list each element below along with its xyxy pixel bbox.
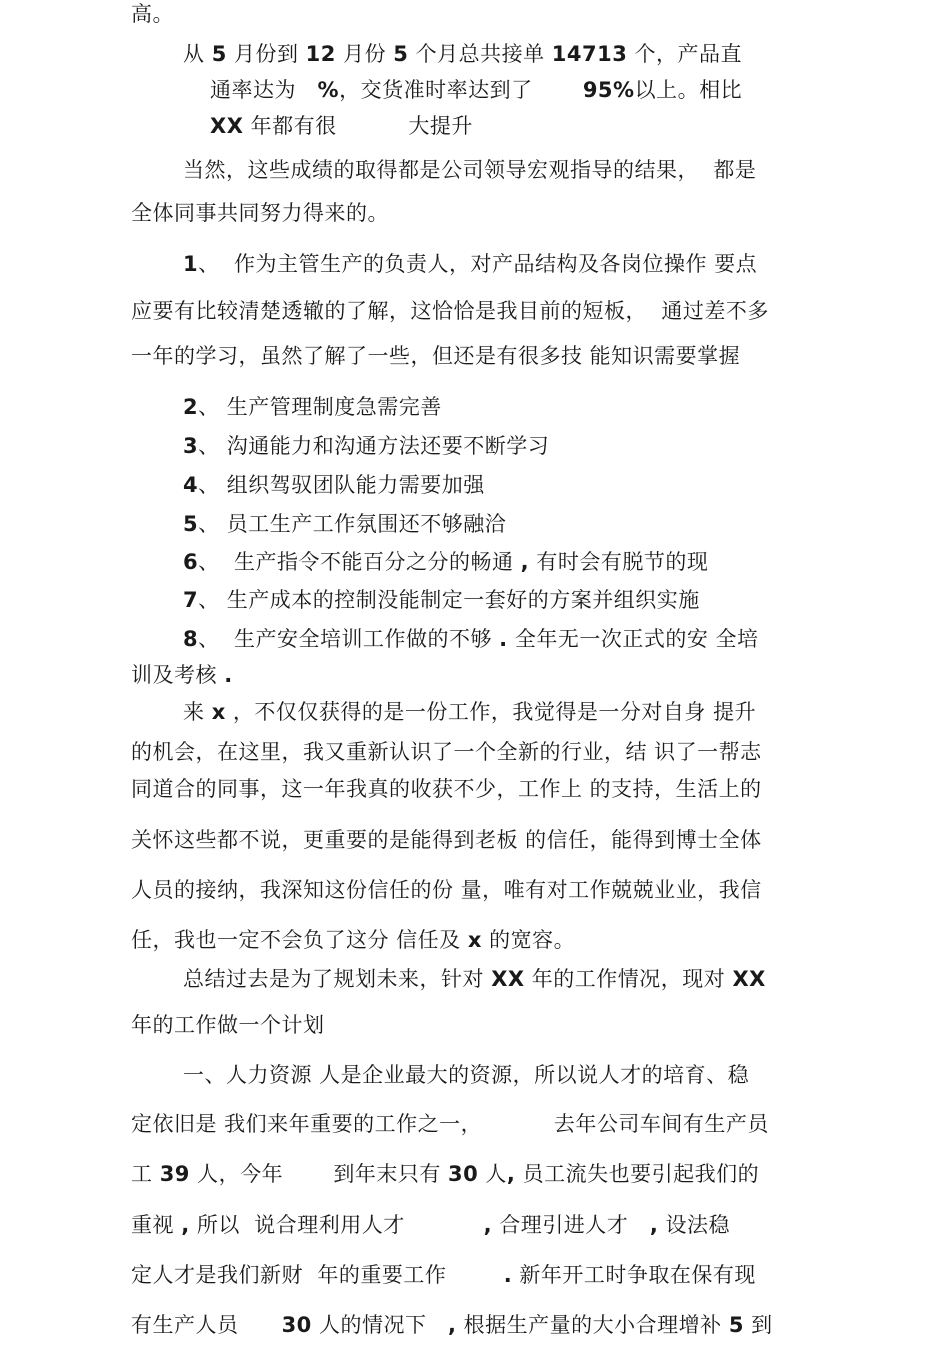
bold-text-segment: , <box>506 1162 516 1186</box>
bold-text-segment: 30 <box>281 1313 312 1337</box>
text-segment: 全体同事共同努力得来的。 <box>131 201 389 225</box>
text-segment: 应要有比较清楚透辙的了解，这恰恰是我目前的短板， 通过差不多 <box>131 299 769 323</box>
text-segment: 所以 说合理利用人才 <box>189 1213 484 1237</box>
text-line <box>131 199 389 227</box>
text-segment: 、 作为主管生产的负责人，对产品结构及各岗位操作 要点 <box>198 252 758 276</box>
text-segment: 的机会，在这里，我又重新认识了一个全新的行业，结 识了一帮志 <box>131 740 762 764</box>
text-line <box>131 661 233 689</box>
text-segment: 同道合的同事，这一年我真的收获不少，工作上 的支持，生活上的 <box>131 777 762 801</box>
text-segment: 工 <box>131 1162 160 1186</box>
text-line <box>131 1011 325 1039</box>
bold-text-segment: 12 <box>305 42 336 66</box>
text-line <box>183 250 757 278</box>
text-segment: 员工流失也要引起我们的 <box>515 1162 760 1186</box>
text-segment: 年的工作做一个计划 <box>131 1013 325 1037</box>
bold-text-segment: 2 <box>183 395 199 419</box>
bold-text-segment: 7 <box>183 588 199 612</box>
bold-text-segment: 5 <box>211 42 227 66</box>
bold-text-segment: 5 <box>728 1313 744 1337</box>
text-line <box>183 510 506 538</box>
text-segment: 新年开工时争取在保有现 <box>512 1263 756 1287</box>
text-line <box>131 1160 759 1188</box>
text-segment: 人，今年 到年末只有 <box>189 1162 448 1186</box>
bold-text-segment: 5 <box>393 42 409 66</box>
bold-text-segment: 3 <box>183 434 199 458</box>
bold-text-segment: , <box>448 1313 457 1337</box>
text-segment: 、 生产成本的控制没能制定一套好的方案并组织实施 <box>198 588 700 612</box>
bold-text-segment: XX <box>210 114 244 138</box>
text-segment: 、 生产指令不能百分之分的畅通 <box>198 550 521 574</box>
bold-text-segment: 30 <box>448 1162 479 1186</box>
text-line <box>131 876 762 904</box>
bold-text-segment: , <box>181 1213 190 1237</box>
text-line <box>183 548 708 576</box>
text-line <box>131 738 762 766</box>
text-segment: 、 员工生产工作氛围还不够融洽 <box>198 512 507 536</box>
text-line <box>131 826 762 854</box>
text-segment: 、 组织驾驭团队能力需要加强 <box>198 473 485 497</box>
text-segment: 以上。相比 <box>634 78 743 102</box>
text-line <box>131 775 762 803</box>
text-segment: 到 <box>743 1313 773 1337</box>
text-line <box>210 112 473 140</box>
text-line <box>131 926 575 954</box>
text-line <box>183 40 742 68</box>
text-segment: 任，我也一定不会负了这分 信任及 <box>131 928 468 952</box>
text-segment: 训及考核 <box>131 663 225 687</box>
bold-text-segment: , <box>649 1213 659 1237</box>
text-segment: 月份 <box>335 42 394 66</box>
text-line <box>131 1110 769 1138</box>
bold-text-segment: . <box>503 1263 513 1287</box>
bold-text-segment: 6 <box>183 550 199 574</box>
text-line <box>183 965 766 993</box>
text-segment: 一、人力资源 人是企业最大的资源，所以说人才的培育、稳 <box>183 1063 750 1087</box>
text-segment: 来 <box>183 700 212 724</box>
text-segment: 人的情况下 <box>311 1313 448 1337</box>
text-line <box>131 1261 756 1289</box>
text-line <box>131 1311 773 1339</box>
text-segment: 一年的学习，虽然了解了一些，但还是有很多技 能知识需要掌握 <box>131 344 741 368</box>
text-segment: 当然，这些成绩的取得都是公司领导宏观指导的结果， 都是 <box>183 158 757 182</box>
text-segment: 合理引进人才 <box>492 1213 650 1237</box>
bold-text-segment: . <box>499 627 508 651</box>
text-segment: 人 <box>478 1162 507 1186</box>
text-segment: 个，产品直 <box>627 42 742 66</box>
text-line <box>183 156 756 184</box>
text-line <box>183 625 759 653</box>
text-line <box>183 698 756 726</box>
text-segment: 重视 <box>131 1213 182 1237</box>
text-line <box>210 76 742 104</box>
text-segment: 年都有很 大提升 <box>243 114 473 138</box>
text-segment: 个月总共接单 <box>408 42 552 66</box>
text-segment: 月份到 <box>226 42 306 66</box>
text-segment: 年的工作情况，现对 <box>524 967 733 991</box>
text-segment: 、 生产管理制度急需完善 <box>198 395 442 419</box>
bold-text-segment: 95% <box>582 78 635 102</box>
text-line <box>131 1211 730 1239</box>
bold-text-segment: , <box>520 550 530 574</box>
text-segment: 、 生产安全培训工作做的不够 <box>198 627 500 651</box>
text-segment: 根据生产量的大小合理增补 <box>456 1313 729 1337</box>
text-line <box>183 393 442 421</box>
bold-text-segment: 14713 <box>551 42 628 66</box>
text-segment: 人员的接纳，我深知这份信任的份 量，唯有对工作兢兢业业，我信 <box>131 878 762 902</box>
text-segment: 、 沟通能力和沟通方法还要不断学习 <box>198 434 550 458</box>
text-segment: 的宽容。 <box>481 928 576 952</box>
text-line <box>131 0 174 28</box>
text-segment: 从 <box>183 42 212 66</box>
text-line <box>183 1061 749 1089</box>
bold-text-segment: . <box>224 663 233 687</box>
text-segment: 有时会有脱节的现 <box>529 550 709 574</box>
bold-text-segment: x <box>211 700 226 724</box>
text-line <box>183 471 485 499</box>
text-line <box>131 297 769 325</box>
text-segment: 设法稳 <box>658 1213 730 1237</box>
bold-text-segment: 1 <box>183 252 199 276</box>
text-line <box>183 586 700 614</box>
text-segment: 定依旧是 我们来年重要的工作之一， 去年公司车间有生产员 <box>131 1112 769 1136</box>
text-segment: 总结过去是为了规划未来，针对 <box>183 967 492 991</box>
bold-text-segment: x <box>467 928 482 952</box>
text-line <box>131 342 740 370</box>
bold-text-segment: % <box>317 78 340 102</box>
text-segment: 高。 <box>131 2 174 26</box>
text-segment: 通率达为 <box>210 78 318 102</box>
text-segment: 全年无一次正式的安 全培 <box>507 627 759 651</box>
bold-text-segment: 39 <box>159 1162 190 1186</box>
text-line <box>183 432 549 460</box>
bold-text-segment: 4 <box>183 473 199 497</box>
bold-text-segment: XX <box>491 967 525 991</box>
text-segment: 关怀这些都不说，更重要的是能得到老板 的信任，能得到博士全体 <box>131 828 762 852</box>
text-segment: ，交货准时率达到了 <box>339 78 583 102</box>
text-segment: 定人才是我们新财 年的重要工作 <box>131 1263 504 1287</box>
bold-text-segment: , <box>483 1213 493 1237</box>
bold-text-segment: XX <box>732 967 766 991</box>
text-segment: ，不仅仅获得的是一份工作，我觉得是一分对自身 提升 <box>225 700 757 724</box>
text-segment: 有生产人员 <box>131 1313 282 1337</box>
bold-text-segment: 8 <box>183 627 199 651</box>
bold-text-segment: 5 <box>183 512 199 536</box>
